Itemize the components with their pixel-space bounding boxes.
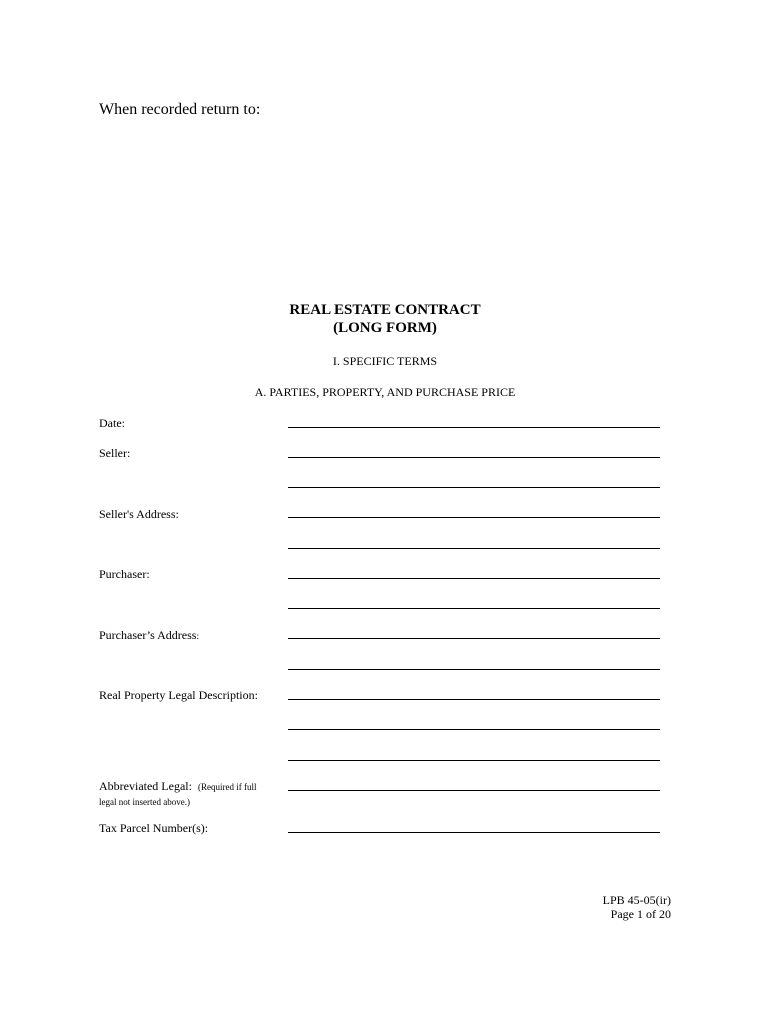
purchaser-line-2[interactable] (288, 608, 660, 609)
document-title: REAL ESTATE CONTRACT (289, 302, 481, 318)
purchaser-line-1[interactable] (288, 578, 660, 579)
legal-description-label: Real Property Legal Description: (99, 688, 258, 702)
tax-parcel-label: Tax Parcel Number(s): (99, 821, 209, 835)
purchaser-address-text: Purchaser’s Address (99, 628, 197, 642)
date-line[interactable] (288, 427, 660, 428)
seller-address-line-1[interactable] (288, 517, 660, 518)
seller-address-line-2[interactable] (288, 548, 660, 549)
purchaser-label: Purchaser: (99, 567, 150, 581)
purchaser-address-label (99, 628, 199, 643)
seller-line-2[interactable] (288, 487, 660, 488)
purchaser-address-line-2[interactable] (288, 669, 660, 670)
abbreviated-legal-note-2-wrap (99, 794, 190, 809)
abbreviated-legal-note-2: legal not inserted above.) (99, 797, 190, 807)
tax-parcel-line[interactable] (288, 832, 660, 833)
legal-description-line-3[interactable] (288, 760, 660, 761)
seller-address-label: Seller's Address: (99, 507, 179, 521)
abbreviated-legal-line[interactable] (288, 790, 660, 791)
form-code: LPB 45-05(ir) (602, 893, 671, 907)
abbreviated-legal-label (99, 779, 256, 794)
subsection-heading: A. PARTIES, PROPERTY, AND PURCHASE PRICE (254, 385, 516, 399)
date-label: Date: (99, 416, 125, 430)
seller-label: Seller: (99, 446, 131, 460)
section-heading: I. SPECIFIC TERMS (332, 354, 438, 368)
purchaser-address-line-1[interactable] (288, 638, 660, 639)
abbreviated-legal-note: (Required if full (197, 782, 257, 792)
recording-return-label: When recorded return to: (99, 101, 261, 118)
seller-line-1[interactable] (288, 457, 660, 458)
document-subtitle: (LONG FORM) (333, 320, 437, 336)
legal-description-line-1[interactable] (288, 699, 660, 700)
abbreviated-legal-text: Abbreviated Legal: (99, 779, 198, 793)
purchaser-address-colon: : (196, 631, 199, 641)
page-number: Page 1 of 20 (610, 907, 671, 921)
legal-description-line-2[interactable] (288, 729, 660, 730)
